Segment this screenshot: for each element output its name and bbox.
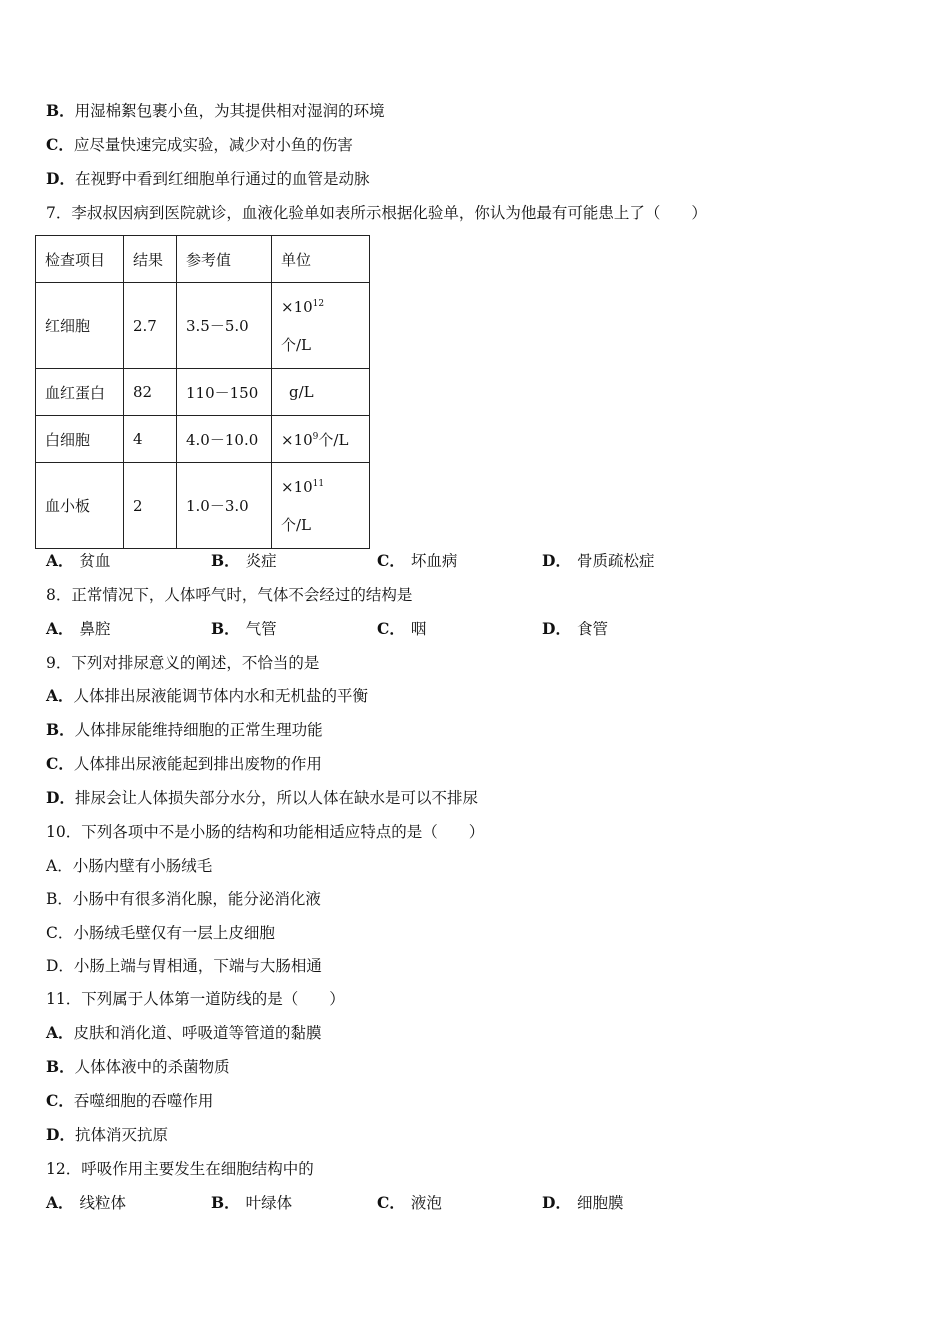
table-cell: 1.0－3.0 <box>177 463 272 549</box>
table-cell: 2.7 <box>124 283 177 369</box>
q9-option-c: C．人体排出尿液能起到排出废物的作用 <box>46 754 322 773</box>
q11-option-d: D．抗体消灭抗原 <box>46 1125 168 1144</box>
table-cell: 白细胞 <box>36 416 124 463</box>
q10-option-a: A．小肠内壁有小肠绒毛 <box>46 857 213 875</box>
table-cell: 4 <box>124 416 177 463</box>
q12-option-b: B． 叶绿体 <box>211 1193 293 1212</box>
q8-option-b: B． 气管 <box>211 619 277 638</box>
q9-option-d: D．排尿会让人体损失部分水分，所以人体在缺水是可以不排尿 <box>46 788 478 807</box>
q7-option-b: B． 炎症 <box>211 551 277 570</box>
q10-option-b: B．小肠中有很多消化腺，能分泌消化液 <box>46 890 321 908</box>
q9-option-b: B．人体排尿能维持细胞的正常生理功能 <box>46 720 323 739</box>
table-row <box>36 283 370 369</box>
table-cell: 110－150 <box>177 369 272 416</box>
q10-stem: 10．下列各项中不是小肠的结构和功能相适应特点的是（ ） <box>46 823 485 841</box>
q8-option-d: D． 食管 <box>542 619 608 638</box>
table-cell: g/L <box>272 369 370 416</box>
table-cell: 82 <box>124 369 177 416</box>
q6-option-d: D．在视野中看到红细胞单行通过的血管是动脉 <box>46 169 370 188</box>
q12-option-d: D． 细胞膜 <box>542 1193 624 1212</box>
table-cell: 血小板 <box>36 463 124 549</box>
table-cell: 3.5－5.0 <box>177 283 272 369</box>
table-cell: 4.0－10.0 <box>177 416 272 463</box>
q9-stem: 9．下列对排尿意义的阐述，不恰当的是 <box>46 654 320 672</box>
table-header: 单位 <box>272 236 370 283</box>
table-row <box>36 369 370 416</box>
table-cell: 红细胞 <box>36 283 124 369</box>
table-cell: 2 <box>124 463 177 549</box>
q6-option-b: B．用湿棉絮包裹小鱼，为其提供相对湿润的环境 <box>46 101 385 120</box>
table-cell: $\times 10^{12}$ 个/L <box>272 283 370 369</box>
q7-option-d: D． 骨质疏松症 <box>542 551 655 570</box>
q12-options <box>46 1193 766 1213</box>
q8-options <box>46 619 766 639</box>
table-header: 参考值 <box>177 236 272 283</box>
q6-option-c: C．应尽量快速完成实验，减少对小鱼的伤害 <box>46 135 353 154</box>
q7-option-c: C． 坏血病 <box>377 551 458 570</box>
q11-option-c: C．吞噬细胞的吞噬作用 <box>46 1091 214 1110</box>
q11-option-b: B．人体体液中的杀菌物质 <box>46 1057 230 1076</box>
q7-options <box>46 551 766 571</box>
q12-option-a: A． 线粒体 <box>46 1193 127 1212</box>
q8-option-a: A． 鼻腔 <box>46 619 111 638</box>
q12-option-c: C． 液泡 <box>377 1193 442 1212</box>
table-header: 结果 <box>124 236 177 283</box>
q7-option-a: A． 贫血 <box>46 551 111 570</box>
blood-test-table <box>35 235 370 549</box>
q9-option-a: A．人体排出尿液能调节体内水和无机盐的平衡 <box>46 686 369 705</box>
table-header-row <box>36 236 370 283</box>
q8-stem: 8．正常情况下，人体呼气时，气体不会经过的结构是 <box>46 586 413 604</box>
table-header: 检查项目 <box>36 236 124 283</box>
q7-stem: 7．李叔叔因病到医院就诊，血液化验单如表所示根据化验单，你认为他最有可能患上了（ ） <box>46 204 707 222</box>
table-row <box>36 416 370 463</box>
table-cell: $\times 10^{11}$ 个/L <box>272 463 370 549</box>
table-cell: 血红蛋白 <box>36 369 124 416</box>
q11-stem: 11．下列属于人体第一道防线的是（ ） <box>46 990 345 1008</box>
q10-option-d: D．小肠上端与胃相通，下端与大肠相通 <box>46 957 322 975</box>
q10-option-c: C．小肠绒毛壁仅有一层上皮细胞 <box>46 924 275 942</box>
table-cell: $\times 10^9$个/L <box>272 416 370 463</box>
q12-stem: 12．呼吸作用主要发生在细胞结构中的 <box>46 1160 314 1178</box>
table-row <box>36 463 370 549</box>
q11-option-a: A．皮肤和消化道、呼吸道等管道的黏膜 <box>46 1023 322 1042</box>
q8-option-c: C． 咽 <box>377 619 427 638</box>
